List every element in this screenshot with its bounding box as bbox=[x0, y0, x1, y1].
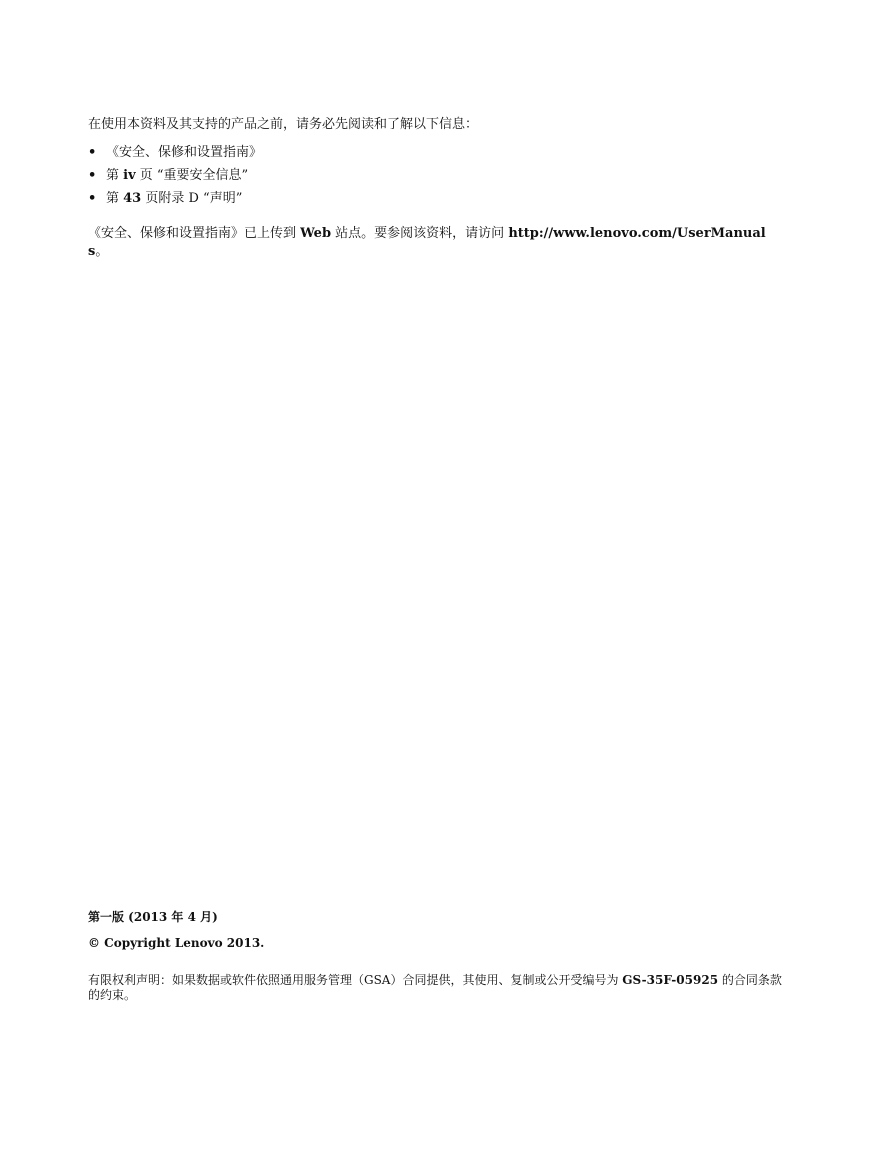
list-item-prefix: 《安全、保修和设置指南》 bbox=[106, 145, 263, 160]
bullet-icon: • bbox=[88, 191, 97, 206]
list-item-suffix: 页 “重要安全信息” bbox=[135, 168, 249, 183]
list-item-page-ref: iv bbox=[123, 168, 136, 183]
notice-text-after: 的合同条款的约束。 bbox=[88, 973, 782, 1002]
guide-text-before: 《安全、保修和设置指南》已上传到 bbox=[88, 226, 301, 241]
copyright-line: © Copyright Lenovo 2013. bbox=[88, 936, 265, 950]
guide-paragraph bbox=[88, 225, 778, 261]
guide-text-end: 。 bbox=[95, 244, 109, 259]
notice-text-before: 有限权利声明：如果数据或软件依照通用服务管理（GSA）合同提供，其使用、复制或公开受编号为 bbox=[88, 973, 623, 987]
guide-text-middle: 站点。要参阅该资料，请访问 bbox=[331, 226, 509, 241]
list-item-prefix: 第 bbox=[106, 191, 124, 206]
list-item-prefix: 第 bbox=[106, 168, 124, 183]
edition-line: 第一版 (2013 年 4 月) bbox=[88, 910, 218, 924]
list-item bbox=[88, 190, 788, 213]
list-item bbox=[88, 144, 788, 167]
list-item-suffix: 页附录 D “声明” bbox=[141, 191, 243, 206]
list-item bbox=[88, 167, 788, 190]
contract-number: GS-35F-05925 bbox=[622, 973, 719, 987]
restricted-rights-notice bbox=[88, 973, 793, 1003]
intro-text: 在使用本资料及其支持的产品之前，请务必先阅读和了解以下信息： bbox=[88, 117, 479, 132]
bullet-icon: • bbox=[88, 145, 97, 160]
web-term: Web bbox=[300, 226, 332, 241]
user-manuals-url: http://www.lenovo.com/UserManuals bbox=[88, 226, 766, 259]
required-reading-list bbox=[88, 144, 788, 213]
bullet-icon: • bbox=[88, 168, 97, 183]
list-item-page-ref: 43 bbox=[123, 191, 142, 206]
